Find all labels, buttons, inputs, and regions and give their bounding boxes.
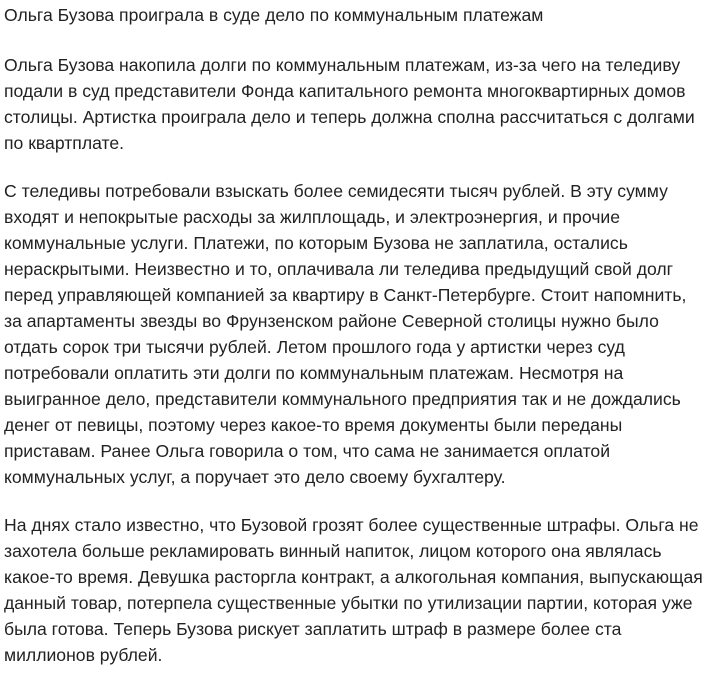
article [0,2,710,688]
article-paragraph-1: Ольга Бузова накопила долги по коммунальным платежам, из-за чего на теледиву подали в суд представители Фонда капитального ремонта многоквартирных домов столицы. Артистка проиграла дело и теперь должна сполна рассчитаться с долгами по квартплате. [4,55,695,153]
article-paragraph-3: На днях стало известно, что Бузовой грозят более существенные штрафы. Ольга не захотела больше рекламировать винный напиток, лицом которого она являлась какое-то время. Девушка расторгла контракт, а алкогольная компания, выпускающая данный товар, потерпела существенные убытки по утилизации партии, которая уже была готова. Теперь Бузова рискует заплатить штраф в размере более ста миллионов рублей. [4,515,703,665]
article-title: Ольга Бузова проиграла в суде дело по коммунальным платежам [4,5,544,25]
article-paragraph-2: С теледивы потребовали взыскать более семидесяти тысяч рублей. В эту сумму входят и непокрытые расходы за жилплощадь, и электроэнергия, и прочие коммунальные услуги. Платежи, по которым Бузова не заплатила, остались нераскрытыми. Неизвестно и то, оплачивала ли теледива предыдущий свой долг перед управляющей компанией за квартиру в Санкт-Петербурге. Стоит напомнить, за апартаменты звезды во Фрунзенском районе Северной столицы нужно было отдать сорок три тысячи рублей. Летом прошлого года у артистки через суд потребовали оплатить эти долги по коммунальным платежам. Несмотря на выигранное дело, представители коммунального предприятия так и не дождались денег от певицы, поэтому через какое-то время документы были переданы приставам. Ранее Ольга говорила о том, что сама не занимается оплатой коммунальных услуг, а поручает это дело своему бухгалтеру. [4,181,687,487]
